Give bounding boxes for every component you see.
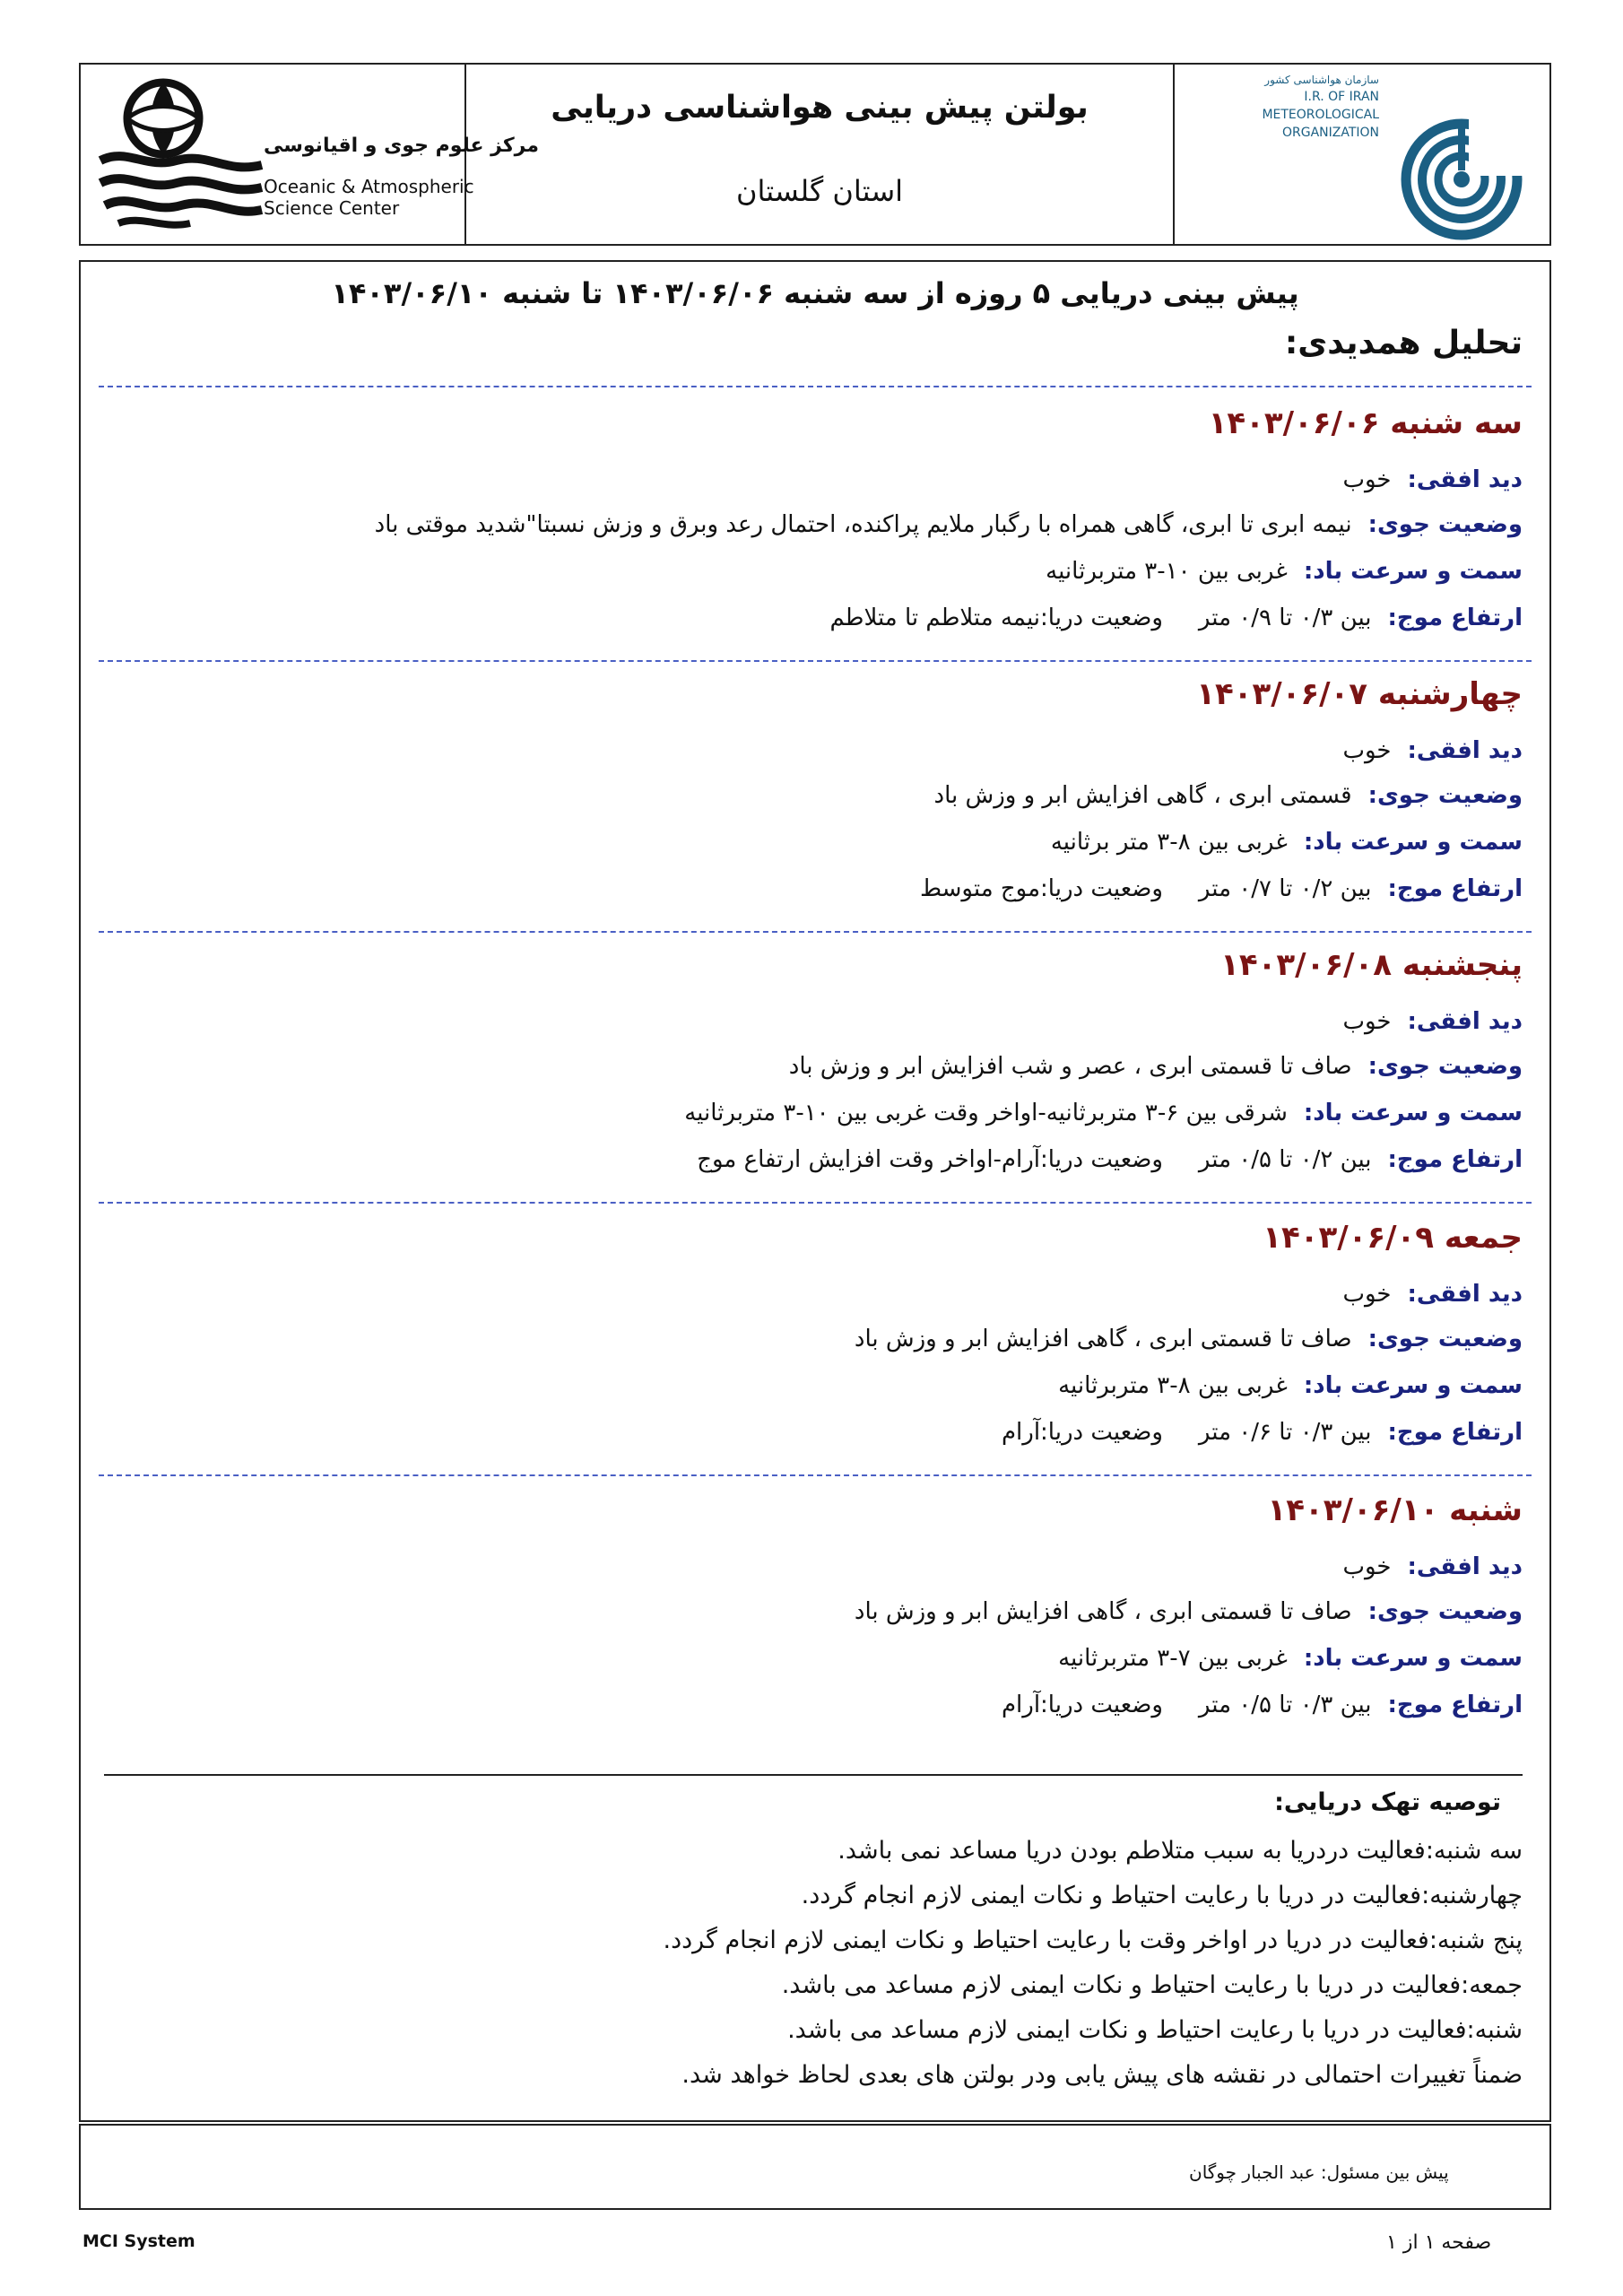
day-title: سه شنبه ۱۴۰۳/۰۶/۰۶ [1208,405,1523,441]
forecast-title: پیش بینی دریایی ۵ روزه از سه شنبه ۱۴۰۳/۰۶/۰۶ تا شنبه ۱۴۰۳/۰۶/۱۰ [331,276,1299,310]
imo-name-fa: سازمان هواشناسی کشور [1264,74,1379,86]
forecast-box [79,260,1551,2122]
weather-value: صاف تا قسمتی ابری ، عصر و شب افزایش ابر و وزش باد [788,1053,1352,1080]
dashed-divider [99,931,1532,933]
oasc-name-en-1: Oceanic & Atmospheric [264,176,474,197]
oasc-logo-cell [81,65,539,244]
wave-row [697,1146,1523,1173]
oasc-name-fa: مرکز علوم جوی و اقیانوسی [264,135,539,157]
page-number: صفحه ۱ از ۱ [1386,2231,1492,2254]
weather-label: وضعیت جوی: [1367,1598,1523,1625]
visibility-row [1342,466,1523,493]
wave-value: بین ۰/۲ تا ۰/۵ متر [1198,1146,1372,1173]
wave-value: بین ۰/۳ تا ۰/۶ متر [1198,1419,1372,1446]
weather-label: وضعیت جوی: [1367,782,1523,809]
visibility-row [1342,1553,1523,1580]
weather-row [789,1053,1523,1080]
weather-label: وضعیت جوی: [1367,1326,1523,1352]
dashed-divider [99,386,1532,387]
day-title: شنبه ۱۴۰۳/۰۶/۱۰ [1267,1492,1523,1528]
wind-label: سمت و سرعت باد: [1303,1645,1523,1672]
day-title: چهارشنبه ۱۴۰۳/۰۶/۰۷ [1196,676,1523,712]
advice-line: شنبه:فعالیت در دریا با رعایت احتیاط و نکات ایمنی لازم مساعد می باشد. [787,2016,1523,2044]
wave-label: ارتفاع موج: [1387,604,1523,631]
visibility-label: دید افقی: [1407,1553,1523,1580]
wind-row [1051,829,1523,856]
weather-row [375,511,1523,538]
wave-row [920,875,1523,902]
sea-state-value: وضعیت دریا:آرام [1001,1692,1163,1718]
advice-line: پنج شنبه:فعالیت در دریا در اواخر وقت با رعایت احتیاط و نکات ایمنی لازم انجام گردد. [663,1926,1523,1954]
visibility-value: خوب [1342,1281,1392,1308]
sea-state-value: وضعیت دریا:موج متوسط [919,875,1163,902]
dashed-divider [99,1474,1532,1476]
weather-label: وضعیت جوی: [1367,511,1523,538]
forecaster-name: پیش بین مسئول: عبد الجبار چوگان [1189,2161,1449,2183]
weather-row [855,1326,1523,1352]
visibility-value: خوب [1342,1553,1392,1580]
weather-value: قسمتی ابری ، گاهی افزایش ابر و وزش باد [933,782,1352,809]
visibility-value: خوب [1342,1008,1392,1035]
bulletin-header [79,63,1551,246]
wind-row [1046,558,1523,585]
visibility-row [1342,737,1523,764]
imo-name-en-2: METEOROLOGICAL [1262,108,1379,122]
imo-logo-cell [1175,65,1549,244]
wave-label: ارتفاع موج: [1387,875,1523,902]
bulletin-title: بولتن پیش بینی هواشناسی دریایی [551,90,1089,126]
wind-row [1058,1645,1523,1672]
wind-row [1058,1372,1523,1399]
advice-line: ضمناً تغییرات احتمالی در نقشه های پیش یابی ودر بولتن های بعدی لحاظ خواهد شد. [681,2061,1523,2089]
wind-value: غربی بین ۷-۳ متربرثانیه [1058,1645,1288,1672]
dashed-divider [99,1202,1532,1204]
day-title: پنجشنبه ۱۴۰۳/۰۶/۰۸ [1220,947,1523,983]
advice-line: جمعه:فعالیت در دریا با رعایت احتیاط و نکات ایمنی لازم مساعد می باشد. [781,1971,1523,1999]
wave-row [1002,1692,1523,1718]
system-label: MCI System [82,2231,195,2251]
visibility-label: دید افقی: [1407,1281,1523,1308]
imo-logo-icon [1390,117,1533,242]
day-title: جمعه ۱۴۰۳/۰۶/۰۹ [1263,1220,1523,1256]
weather-value: صاف تا قسمتی ابری ، گاهی افزایش ابر و وزش باد [854,1598,1352,1625]
oasc-logo-icon [91,75,271,237]
wave-row [1002,1419,1523,1446]
province-name: استان گلستان [735,174,904,208]
weather-value: نیمه ابری تا ابری، گاهی همراه با رگبار ملایم پراکنده، احتمال رعد وبرق و وزش نسبتا"شدید موقتی باد [374,511,1352,538]
wave-value: بین ۰/۳ تا ۰/۵ متر [1198,1692,1372,1718]
wave-label: ارتفاع موج: [1387,1146,1523,1173]
visibility-row [1342,1008,1523,1035]
wind-label: سمت و سرعت باد: [1303,1100,1523,1126]
wave-value: بین ۰/۳ تا ۰/۹ متر [1198,604,1372,631]
visibility-value: خوب [1342,466,1392,493]
wind-value: غربی بین ۱۰-۳ متربرثانیه [1046,558,1288,585]
visibility-label: دید افقی: [1407,466,1523,493]
imo-name-en-1: I.R. OF IRAN [1304,90,1379,104]
advice-line: چهارشنبه:فعالیت در دریا با رعایت احتیاط و نکات ایمنی لازم انجام گردد. [801,1882,1523,1909]
wave-value: بین ۰/۲ تا ۰/۷ متر [1198,875,1372,902]
wind-value: غربی بین ۸-۳ متربرثانیه [1058,1372,1288,1399]
imo-name-en-3: ORGANIZATION [1281,126,1379,140]
weather-value: صاف تا قسمتی ابری ، گاهی افزایش ابر و وزش باد [854,1326,1352,1352]
oasc-name-en-2: Science Center [264,197,400,219]
forecaster-box [79,2124,1551,2210]
header-title-cell [466,65,1175,244]
weather-label: وضعیت جوی: [1367,1053,1523,1080]
visibility-row [1342,1281,1523,1308]
wave-row [829,604,1523,631]
wind-label: سمت و سرعت باد: [1303,558,1523,585]
wind-value: شرقی بین ۶-۳ متربرثانیه-اواخر وقت غربی بین ۱۰-۳ متربرثانیه [684,1100,1288,1126]
weather-row [855,1598,1523,1625]
visibility-value: خوب [1342,737,1392,764]
wind-label: سمت و سرعت باد: [1303,829,1523,856]
wind-label: سمت و سرعت باد: [1303,1372,1523,1399]
visibility-label: دید افقی: [1407,1008,1523,1035]
sea-state-value: وضعیت دریا:آرام-اواخر وقت افزایش ارتفاع موج [697,1146,1163,1173]
wind-row [684,1100,1523,1126]
wave-label: ارتفاع موج: [1387,1692,1523,1718]
sea-state-value: وضعیت دریا:نیمه متلاطم تا متلاطم [829,604,1163,631]
dashed-divider [99,660,1532,662]
wind-value: غربی بین ۸-۳ متر برثانیه [1050,829,1288,856]
synoptic-analysis-label: تحلیل همدیدی: [1284,325,1523,361]
advice-divider [104,1774,1523,1776]
weather-row [934,782,1523,809]
sea-state-value: وضعیت دریا:آرام [1001,1419,1163,1446]
wave-label: ارتفاع موج: [1387,1419,1523,1446]
advice-title: توصیه تهک دریایی: [1274,1788,1501,1816]
visibility-label: دید افقی: [1407,737,1523,764]
advice-line: سه شنبه:فعالیت دردریا به سبب متلاطم بودن دریا مساعد نمی باشد. [838,1837,1523,1865]
